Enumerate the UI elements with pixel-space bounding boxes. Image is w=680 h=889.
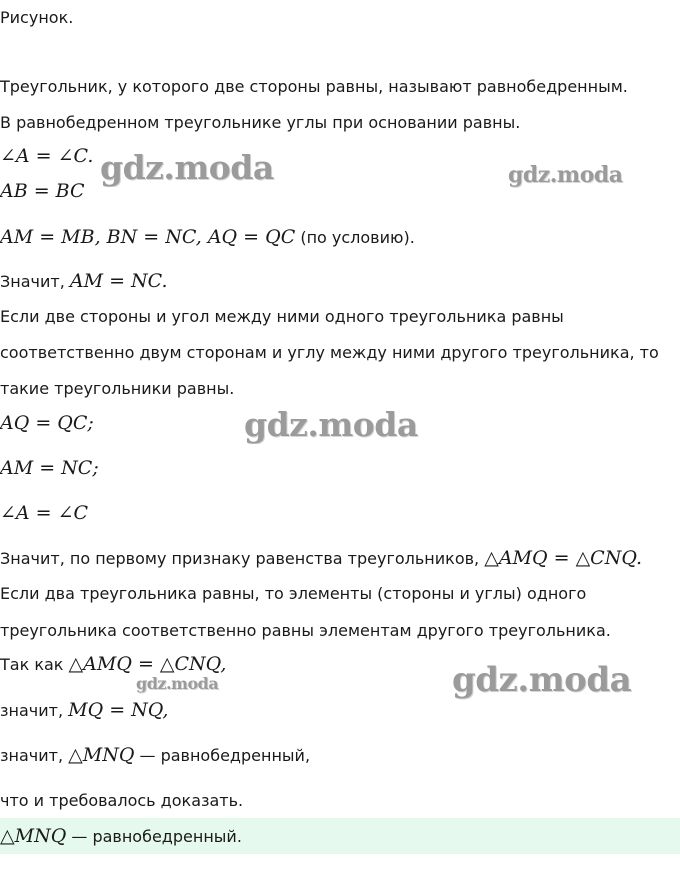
text-line bbox=[0, 744, 310, 767]
text-line bbox=[0, 699, 168, 722]
math-expr: △AMQ = △CNQ, bbox=[68, 653, 227, 675]
watermark: gdz.moda bbox=[508, 162, 623, 188]
text-span: Так как bbox=[0, 655, 69, 674]
watermark: gdz.moda bbox=[244, 405, 418, 444]
watermark: gdz.moda bbox=[136, 674, 219, 693]
math-expr: △MNQ bbox=[68, 744, 135, 766]
answer-text: — равнобедренный. bbox=[66, 827, 242, 846]
watermark: gdz.moda bbox=[100, 148, 274, 187]
text-line: Если две стороны и угол между ними одного треугольника равны bbox=[0, 307, 564, 326]
text-line bbox=[0, 226, 415, 249]
text-line: Рисунок. bbox=[0, 8, 74, 27]
math-expr: AM = NC. bbox=[69, 270, 168, 292]
math-line: AQ = QC; bbox=[0, 412, 94, 434]
answer-math: △MNQ bbox=[0, 825, 67, 847]
text-line: В равнобедренном треугольнике углы при основании равны. bbox=[0, 113, 521, 132]
math-expr: AM = MB, BN = NC, AQ = QC bbox=[0, 226, 296, 248]
answer-box bbox=[0, 818, 680, 854]
text-line: Если два треугольника равны, то элементы (стороны и углы) одного bbox=[0, 584, 587, 603]
math-line: AM = NC; bbox=[0, 457, 99, 479]
math-line: ∠A = ∠C. bbox=[0, 145, 94, 167]
text-line: такие треугольники равны. bbox=[0, 379, 235, 398]
text-line: треугольника соответственно равны элементам другого треугольника. bbox=[0, 621, 611, 640]
math-expr: MQ = NQ, bbox=[68, 699, 169, 721]
text-span: Значит, по первому признаку равенства треугольников, bbox=[0, 549, 485, 568]
math-expr: △AMQ = △CNQ. bbox=[484, 547, 643, 569]
watermark: gdz.moda bbox=[452, 660, 632, 700]
math-line: ∠A = ∠C bbox=[0, 502, 89, 524]
text-span: значит, bbox=[0, 746, 69, 765]
answer-line bbox=[0, 825, 242, 848]
text-line: что и требовалось доказать. bbox=[0, 791, 244, 810]
text-span: значит, bbox=[0, 701, 69, 720]
text-line bbox=[0, 653, 226, 676]
text-line bbox=[0, 270, 168, 293]
text-line: соответственно двум сторонам и углу между ними другого треугольника, то bbox=[0, 343, 659, 362]
math-line: AB = BC bbox=[0, 180, 85, 202]
text-span: (по условию). bbox=[295, 228, 415, 247]
text-line bbox=[0, 547, 642, 570]
text-span: — равнобедренный, bbox=[134, 746, 311, 765]
text-line: Треугольник, у которого две стороны равны, называют равнобедренным. bbox=[0, 77, 628, 96]
text-span: Значит, bbox=[0, 272, 70, 291]
